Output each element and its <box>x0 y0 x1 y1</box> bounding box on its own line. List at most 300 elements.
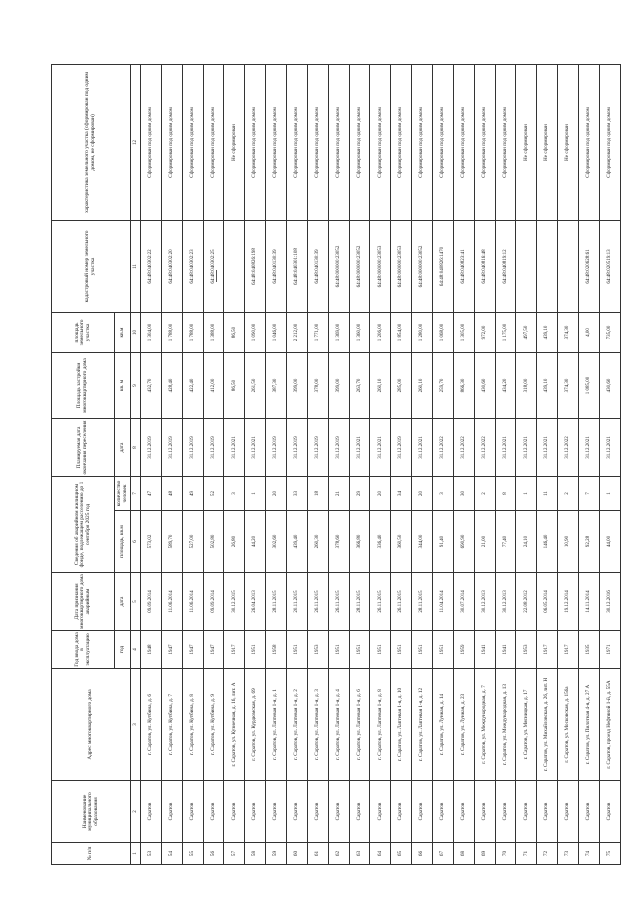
cell-number: 64 <box>370 843 391 865</box>
cell-emergency-date: 09.09.2014 <box>141 573 162 631</box>
cell-land-area: 1 788,00 <box>161 312 182 352</box>
cell-house-area: 263,70 <box>349 352 370 418</box>
cell-plan-date: 31.12.2021 <box>349 418 370 476</box>
cell-plan-date: 31.12.2021 <box>370 418 391 476</box>
cell-house-area: 439,10 <box>537 352 558 418</box>
cell-address: г. Саратов, ул. Лунная, д. 23 <box>453 669 474 781</box>
cell-house-area: 432,70 <box>141 352 162 418</box>
cell-address: г. Саратов, ул. Лаптевая 1-я, д. 10 <box>391 669 412 781</box>
cell-area: 44,00 <box>599 511 620 573</box>
cell-year: 1951 <box>328 631 349 669</box>
cell-house-area: 412,00 <box>203 352 224 418</box>
cell-residents: 18 <box>307 476 328 510</box>
cell-address: г. Саратов, ул. Кутбина, д. 8 <box>182 669 203 781</box>
cell-emergency-date: 26.11.2015 <box>307 573 328 631</box>
cell-address: г. Саратов, проезд Нефтяной 1-й, д. 55А <box>599 669 620 781</box>
cell-land-status: Сформирован под одним домом <box>433 64 454 220</box>
cell-residents: 33 <box>287 476 308 510</box>
cell-number: 57 <box>224 843 245 865</box>
cell-plan-date: 31.12.2019 <box>391 418 412 476</box>
cell-address: г. Саратов, ул. Лунная, д. 14 <box>433 669 454 781</box>
cell-house-area: 399,00 <box>328 352 349 418</box>
cell-municipality: Саратов <box>182 781 203 843</box>
cell-emergency-date: 30.07.2014 <box>453 573 474 631</box>
cell-emergency-date: 26.11.2015 <box>328 573 349 631</box>
cell-house-area: 318,00 <box>516 352 537 418</box>
cell-address: г. Саратов, ул. Лаптевая 1-я, д. 12 <box>412 669 433 781</box>
cell-address: г. Саратов, ул. Лаптевая 1-я, д. 4 <box>328 669 349 781</box>
cell-land-area: 497,50 <box>516 312 537 352</box>
cell-number: 59 <box>266 843 287 865</box>
cell-area: 527,00 <box>182 511 203 573</box>
subheader-residents: количество человек <box>115 476 131 510</box>
cell-number: 55 <box>182 843 203 865</box>
cell-plan-date: 31.12.2019 <box>203 418 224 476</box>
cell-land-area: 374,30 <box>558 312 579 352</box>
cell-plan-date: 31.12.2021 <box>224 418 245 476</box>
cell-municipality: Саратов <box>266 781 287 843</box>
cell-year: 1941 <box>495 631 516 669</box>
cell-house-area: 430,60 <box>474 352 495 418</box>
cell-emergency-date: 19.12.2014 <box>558 573 579 631</box>
cell-emergency-date: 30.12.2015 <box>224 573 245 631</box>
cell-municipality: Саратов <box>203 781 224 843</box>
cell-cadastre: 64:48:020519:13 <box>599 220 620 312</box>
cell-number: 66 <box>412 843 433 865</box>
cell-emergency-date: 28.11.2015 <box>349 573 370 631</box>
cell-area: 366,80 <box>349 511 370 573</box>
cell-residents: 20 <box>370 476 391 510</box>
cell-year: 1951 <box>370 631 391 669</box>
cell-land-area: 1 046,00 <box>266 312 287 352</box>
cell-year: 1947 <box>203 631 224 669</box>
cell-area: 146,40 <box>537 511 558 573</box>
cell-area: 439,40 <box>287 511 308 573</box>
cell-municipality: Саратов <box>433 781 454 843</box>
cell-cadastre: 64:48:040302:22 <box>141 220 162 312</box>
table-row <box>349 64 370 864</box>
cell-residents: 20 <box>412 476 433 510</box>
cell-area: 77,40 <box>495 511 516 573</box>
cell-land-area: 1 369,00 <box>328 312 349 352</box>
cell-year: 1951 <box>412 631 433 669</box>
cell-cadastre: 64:48:040826:198 <box>245 220 266 312</box>
header-plan-date: Планируемая дата окончания переселения <box>52 418 115 476</box>
table-row <box>391 64 412 864</box>
cell-land-status: Сформирован под одним домом <box>182 64 203 220</box>
table-row <box>203 64 224 864</box>
cell-emergency-date: 14.11.2014 <box>579 573 600 631</box>
cell-land-status: Сформирован под одним домом <box>266 64 287 220</box>
cell-residents: 20 <box>266 476 287 510</box>
table-row <box>412 64 433 864</box>
cell-year: 1917 <box>537 631 558 669</box>
cell-cadastre: 64:48:000000:23053 <box>391 220 412 312</box>
cell-house-area: 1 085,00 <box>579 352 600 418</box>
cell-area: 378,60 <box>328 511 349 573</box>
table-row <box>370 64 391 864</box>
cell-plan-date: 31.12.2022 <box>558 418 579 476</box>
col-index: 3 <box>131 669 141 781</box>
cell-land-area: 1 175,00 <box>495 312 516 352</box>
cell-land-area: 1 388,00 <box>203 312 224 352</box>
col-index: 8 <box>131 418 141 476</box>
cell-plan-date: 31.12.2021 <box>579 418 600 476</box>
cell-year: 1948 <box>141 631 162 669</box>
cell-cadastre: 64:48:040819:12 <box>495 220 516 312</box>
cell-municipality: Саратов <box>391 781 412 843</box>
cell-address: г. Саратов, ул. Международная, д. 13 <box>495 669 516 781</box>
cell-land-area: 735,00 <box>599 312 620 352</box>
cell-house-area: 434,20 <box>495 352 516 418</box>
table-row <box>245 64 266 864</box>
cell-plan-date: 31.12.2021 <box>495 418 516 476</box>
cell-municipality: Саратов <box>537 781 558 843</box>
col-index: 5 <box>131 573 141 631</box>
cell-house-area: 422,40 <box>182 352 203 418</box>
cell-area: 44,20 <box>245 511 266 573</box>
cell-number: 54 <box>161 843 182 865</box>
cell-cadastre: 64:48:000000:23052 <box>328 220 349 312</box>
cell-house-area: 866,30 <box>453 352 474 418</box>
cell-area: 91,40 <box>433 511 454 573</box>
cell-number: 61 <box>307 843 328 865</box>
cell-emergency-date: 20.11.2015 <box>287 573 308 631</box>
cell-plan-date: 31.12.2021 <box>599 418 620 476</box>
cell-year: 1953 <box>307 631 328 669</box>
cell-municipality: Саратов <box>349 781 370 843</box>
cell-residents: 21 <box>328 476 349 510</box>
cell-plan-date: 31.12.2019 <box>141 418 162 476</box>
cell-address: г. Саратов, ул. Кутбина, д. 7 <box>161 669 182 781</box>
cell-address: г. Саратов, ул. Мясницкая, д. 17 <box>516 669 537 781</box>
cell-address: г. Саратов, ул. Курдюмская, д. 69 <box>245 669 266 781</box>
cell-land-status: Сформирован под одним домом <box>370 64 391 220</box>
cell-number: 72 <box>537 843 558 865</box>
cell-area: 336,40 <box>370 511 391 573</box>
cell-area: 573,02 <box>141 511 162 573</box>
cell-emergency-date: 26.11.2015 <box>370 573 391 631</box>
cell-plan-date: 31.12.2022 <box>474 418 495 476</box>
cell-municipality: Саратов <box>495 781 516 843</box>
cell-year: 1951 <box>391 631 412 669</box>
table-row <box>599 64 620 864</box>
cell-municipality: Саратов <box>516 781 537 843</box>
cell-residents: 2 <box>474 476 495 510</box>
cell-area: 589,70 <box>161 511 182 573</box>
cell-residents: 1 <box>245 476 266 510</box>
rotated-table-container <box>51 65 621 865</box>
cell-plan-date: 31.12.2022 <box>433 418 454 476</box>
cell-address: г. Саратов, ул. Лаптевая 1-я, д. 6 <box>349 669 370 781</box>
cell-land-status: Не сформирован <box>537 64 558 220</box>
cell-house-area: 259,70 <box>433 352 454 418</box>
cell-residents: 48 <box>161 476 182 510</box>
cell-house-area: 86,50 <box>224 352 245 418</box>
cell-year: 1951 <box>245 631 266 669</box>
cell-area: 260,30 <box>307 511 328 573</box>
cell-year: 1971 <box>599 631 620 669</box>
cell-year: 1917 <box>558 631 579 669</box>
cell-cadastre <box>537 220 558 312</box>
cell-area: 21,00 <box>474 511 495 573</box>
table-row <box>579 64 600 864</box>
cell-municipality: Саратов <box>245 781 266 843</box>
cell-emergency-date: 30.12.2013 <box>495 573 516 631</box>
cell-emergency-date: 28.11.2015 <box>266 573 287 631</box>
header-living-info: Сведения об аварийном жилищном фонде, подлежащем расселению до 1 сентября 2025 год <box>52 476 115 572</box>
cell-residents: 7 <box>579 476 600 510</box>
cell-address: г. Саратов, ул. Лаптевая 1-я, д. 2 <box>287 669 308 781</box>
cell-plan-date: 31.12.2021 <box>516 418 537 476</box>
cell-cadastre <box>558 220 579 312</box>
col-index: 1 <box>131 843 141 865</box>
cell-municipality: Саратов <box>474 781 495 843</box>
cell-area: 360,50 <box>391 511 412 573</box>
cell-house-area: 260,10 <box>370 352 391 418</box>
cell-land-area: 1 206,00 <box>370 312 391 352</box>
table-row <box>266 64 287 864</box>
col-index: 4 <box>131 631 141 669</box>
subheader-date: дата <box>115 573 131 631</box>
table-row <box>433 64 454 864</box>
table-row <box>287 64 308 864</box>
cell-residents: 29 <box>349 476 370 510</box>
cell-municipality: Саратов <box>328 781 349 843</box>
cell-house-area: 285,00 <box>391 352 412 418</box>
cell-municipality: Саратов <box>558 781 579 843</box>
cell-land-status: Сформирован под одним домом <box>307 64 328 220</box>
cell-land-status: Сформирован под одним домом <box>474 64 495 220</box>
cell-land-area: 1 304,00 <box>141 312 162 352</box>
cell-number: 73 <box>558 843 579 865</box>
cell-municipality: Саратов <box>599 781 620 843</box>
cell-plan-date: 31.12.2019 <box>328 418 349 476</box>
cell-municipality: Саратов <box>370 781 391 843</box>
cell-land-status: Сформирован под одним домом <box>203 64 224 220</box>
cell-land-area: 1 360,00 <box>349 312 370 352</box>
cell-year: 1958 <box>266 631 287 669</box>
cell-cadastre: 64:48:040823:41 <box>453 220 474 312</box>
cell-cadastre: 64:48:000000:23053 <box>370 220 391 312</box>
cell-address: г. Саратов, ул. Кутбина, д. 6 <box>141 669 162 781</box>
cell-municipality: Саратов <box>224 781 245 843</box>
cell-plan-date: 31.12.2019 <box>287 418 308 476</box>
cell-land-status: Сформирован под одним домом <box>412 64 433 220</box>
cell-cadastre: 64:48:040130:39 <box>266 220 287 312</box>
cell-residents: 52 <box>203 476 224 510</box>
cell-residents: 30 <box>453 476 474 510</box>
header-cadastre: кадастровый номер земельного участка <box>52 220 131 312</box>
cell-municipality: Саратов <box>141 781 162 843</box>
cell-address: г. Саратов, ул. Московская, д. 156а <box>558 669 579 781</box>
cell-address: г. Саратов, ул. Международная, д. 7 <box>474 669 495 781</box>
cell-land-status: Сформирован под одним домом <box>453 64 474 220</box>
header-address: Адрес многоквартирного дома <box>52 669 131 781</box>
cell-house-area: 387,30 <box>266 352 287 418</box>
cell-cadastre: 64:48:040130:39 <box>307 220 328 312</box>
subheader-sqm2: кв.м <box>115 312 131 352</box>
cell-cadastre: 64:48:000000:23052 <box>412 220 433 312</box>
cell-land-status: Сформирован под одним домом <box>579 64 600 220</box>
cell-year: 1947 <box>182 631 203 669</box>
housing-table <box>51 64 621 865</box>
cell-year: 1951 <box>287 631 308 669</box>
cell-emergency-date: 06.05.2014 <box>537 573 558 631</box>
cell-house-area: 378,00 <box>307 352 328 418</box>
table-row <box>516 64 537 864</box>
cell-land-area: 4,00 <box>579 312 600 352</box>
cell-residents: 2 <box>558 476 579 510</box>
header-row <box>52 64 115 864</box>
cell-residents: 47 <box>141 476 162 510</box>
cell-number: 58 <box>245 843 266 865</box>
cell-land-status: Сформирован под одним домом <box>328 64 349 220</box>
table-row <box>495 64 516 864</box>
cell-house-area: 428,40 <box>161 352 182 418</box>
cell-address: г. Саратов, ул. Лаптевая 1-я, д. 1 <box>266 669 287 781</box>
cell-year: 1951 <box>349 631 370 669</box>
cell-emergency-date: 26.11.2015 <box>391 573 412 631</box>
cell-number: 74 <box>579 843 600 865</box>
table-row <box>537 64 558 864</box>
cell-area: 690,90 <box>453 511 474 573</box>
cell-house-area: 374,30 <box>558 352 579 418</box>
cell-land-area: 1 305,00 <box>453 312 474 352</box>
cell-address: г. Саратов, ул. Кутбина, д. 9 <box>203 669 224 781</box>
cell-municipality: Саратов <box>453 781 474 843</box>
cell-year: 1947 <box>161 631 182 669</box>
cell-house-area: 261,50 <box>245 352 266 418</box>
col-index: 9 <box>131 352 141 418</box>
cell-year: 1917 <box>224 631 245 669</box>
cell-number: 63 <box>349 843 370 865</box>
cell-emergency-date: 26.04.2013 <box>245 573 266 631</box>
cell-cadastre: 64:48:040302:20 <box>161 220 182 312</box>
cell-house-area: 399,00 <box>287 352 308 418</box>
table-row <box>328 64 349 864</box>
cell-address: г. Саратов, ул. Михайловская, д. 26, лит. Н <box>537 669 558 781</box>
col-index: 10 <box>131 312 141 352</box>
cell-number: 56 <box>203 843 224 865</box>
cell-cadastre: 64:48:040826:1470 <box>433 220 454 312</box>
cell-house-area: 430,60 <box>599 352 620 418</box>
cell-number: 62 <box>328 843 349 865</box>
cell-municipality: Саратов <box>579 781 600 843</box>
cell-emergency-date: 22.08.2012 <box>516 573 537 631</box>
cell-land-status: Сформирован под одним домом <box>391 64 412 220</box>
table-row <box>307 64 328 864</box>
cell-land-status: Сформирован под одним домом <box>599 64 620 220</box>
col-index: 2 <box>131 781 141 843</box>
cell-land-area: 2 212,00 <box>287 312 308 352</box>
cell-number: 70 <box>495 843 516 865</box>
header-municipality: Наименование муниципального образования <box>52 781 131 843</box>
table-row <box>182 64 203 864</box>
cell-area: 502,80 <box>203 511 224 573</box>
subheader-year: год <box>115 631 131 669</box>
cell-number: 71 <box>516 843 537 865</box>
cell-area: 302,60 <box>266 511 287 573</box>
header-land-status: характеристика земельного участка (сформирован под одним домом, не сформирован) <box>52 64 131 220</box>
cell-municipality: Саратов <box>287 781 308 843</box>
cell-number: 69 <box>474 843 495 865</box>
cell-emergency-date: 11.04.2014 <box>433 573 454 631</box>
cell-residents: 3 <box>224 476 245 510</box>
cell-number: 65 <box>391 843 412 865</box>
cell-land-area: 1 090,00 <box>245 312 266 352</box>
cell-cadastre: 64:48:020628:61 <box>579 220 600 312</box>
cell-land-status: Сформирован под одним домом <box>287 64 308 220</box>
cell-cadastre: 64:48:040302:23 <box>182 220 203 312</box>
table-row <box>224 64 245 864</box>
cell-area: 344,00 <box>412 511 433 573</box>
cell-residents: 3 <box>433 476 454 510</box>
cell-year: 1959 <box>453 631 474 669</box>
cell-land-area: 1 068,00 <box>433 312 454 352</box>
cell-number: 68 <box>453 843 474 865</box>
cell-residents: 1 <box>599 476 620 510</box>
cell-area: 92,28 <box>579 511 600 573</box>
cell-area: 26,80 <box>224 511 245 573</box>
cell-plan-date: 31.12.2019 <box>182 418 203 476</box>
cell-area: 10,90 <box>558 511 579 573</box>
cell-emergency-date: 09.09.2014 <box>203 573 224 631</box>
header-no: № п/п <box>52 843 131 865</box>
cell-land-status: Сформирован под одним домом <box>349 64 370 220</box>
col-index: 12 <box>131 64 141 220</box>
cell-number: 67 <box>433 843 454 865</box>
cell-number: 53 <box>141 843 162 865</box>
table-row <box>453 64 474 864</box>
cell-cadastre <box>516 220 537 312</box>
col-index: 11 <box>131 220 141 312</box>
cell-cadastre: 64:48:040302:25 <box>203 220 224 312</box>
cell-land-status: Не сформирован <box>224 64 245 220</box>
cell-house-area: 260,10 <box>412 352 433 418</box>
subheader-sqm: кв. м <box>115 352 131 418</box>
cell-plan-date: 31.12.2019 <box>161 418 182 476</box>
table-row <box>141 64 162 864</box>
cell-land-status: Не сформирован <box>558 64 579 220</box>
subheader-date2: дата <box>115 418 131 476</box>
cell-plan-date: 31.12.2021 <box>537 418 558 476</box>
cell-emergency-date: 30.12.2016 <box>599 573 620 631</box>
cell-municipality: Саратов <box>161 781 182 843</box>
cell-plan-date: 31.12.2021 <box>412 418 433 476</box>
cell-residents: 11 <box>537 476 558 510</box>
cell-year: 1941 <box>474 631 495 669</box>
cell-number: 75 <box>599 843 620 865</box>
cell-land-area: 972,00 <box>474 312 495 352</box>
cell-land-status: Сформирован под одним домом <box>495 64 516 220</box>
cell-land-status: Сформирован под одним домом <box>141 64 162 220</box>
cell-plan-date: 31.12.2019 <box>307 418 328 476</box>
cell-plan-date: 31.12.2019 <box>266 418 287 476</box>
cell-residents: 34 <box>391 476 412 510</box>
cell-land-area: 439,10 <box>537 312 558 352</box>
column-index-row <box>131 64 141 864</box>
subheader-area: площадь, кв.м <box>115 511 131 573</box>
cell-year: 1935 <box>579 631 600 669</box>
cell-area: 24,10 <box>516 511 537 573</box>
cell-cadastre: 64:48:040816:48 <box>474 220 495 312</box>
header-emergency-date: Дата признания многоквартирного дома аварийным <box>52 573 115 631</box>
table-row <box>474 64 495 864</box>
cell-land-status: Не сформирован <box>516 64 537 220</box>
cell-emergency-date: 28.11.2015 <box>412 573 433 631</box>
cell-land-status: Сформирован под одним домом <box>161 64 182 220</box>
